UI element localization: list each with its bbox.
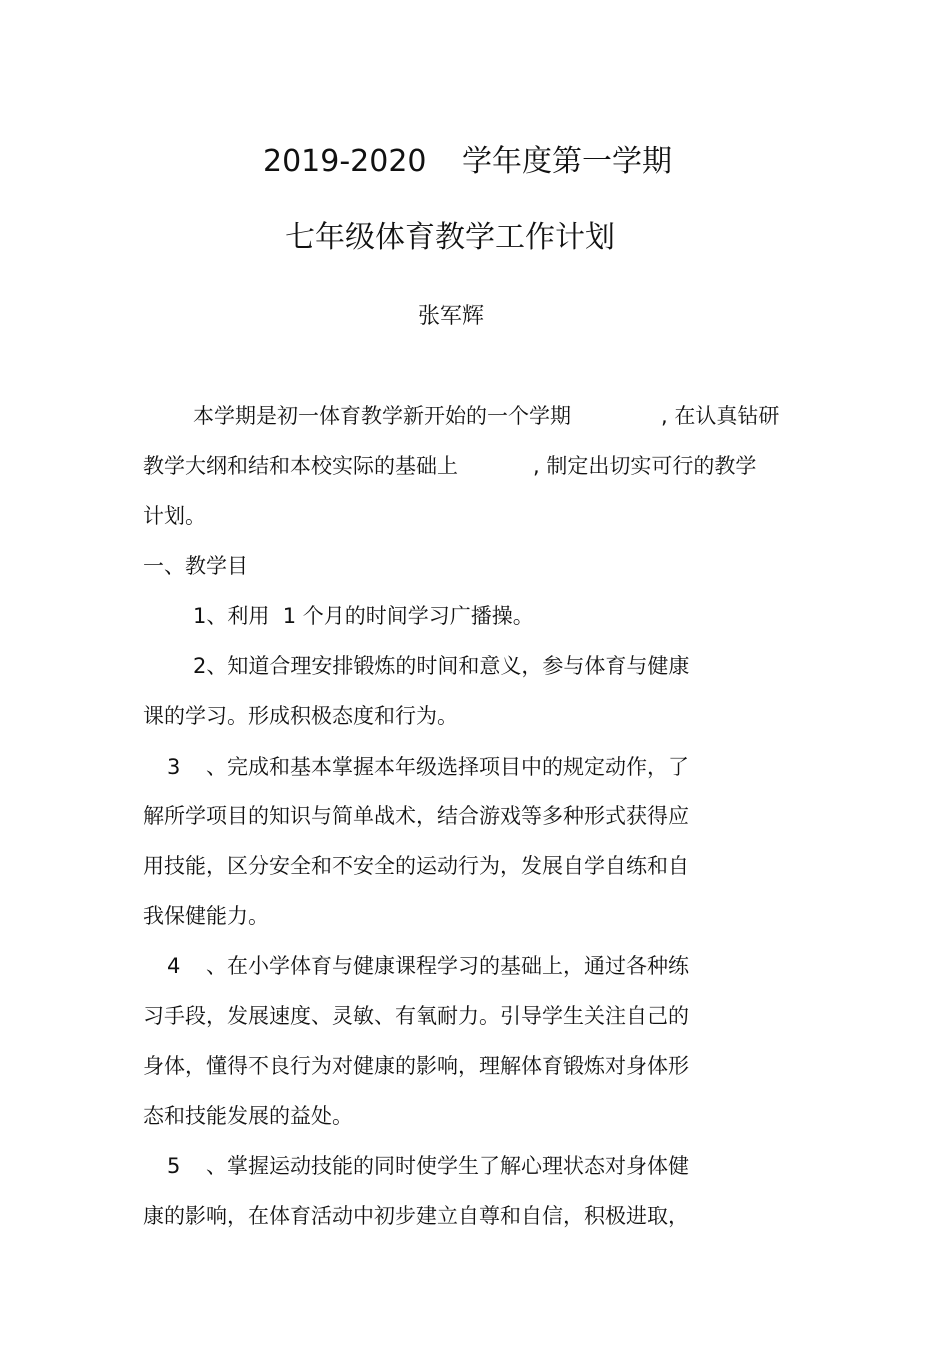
page-subtitle: 七年级体育教学工作计划 <box>285 220 615 255</box>
intro-line-1b: , 在认真钻研 <box>661 404 780 428</box>
item-3-line-1: 、完成和基本掌握本年级选择项目中的规定动作，了 <box>206 755 689 779</box>
author-name: 张军辉 <box>418 304 485 329</box>
intro-line-1a: 本学期是初一体育教学新开始的一个学期 <box>193 404 571 428</box>
item-4-line-4: 态和技能发展的益处。 <box>143 1104 353 1128</box>
item-4-line-3: 身体，懂得不良行为对健康的影响，理解体育锻炼对身体形 <box>143 1054 689 1078</box>
item-3-number: 3 <box>167 755 181 779</box>
item-5-number: 5 <box>167 1154 181 1178</box>
intro-line-2a: 教学大纲和结和本校实际的基础上 <box>143 454 458 478</box>
item-3-line-4: 我保健能力。 <box>143 904 269 928</box>
item-4-line-2: 习手段，发展速度、灵敏、有氧耐力。引导学生关注自己的 <box>143 1004 689 1028</box>
item-3-line-2: 解所学项目的知识与简单战术，结合游戏等多种形式获得应 <box>143 804 689 828</box>
intro-line-2b: , 制定出切实可行的教学 <box>533 454 757 478</box>
page-title-term: 学年度第一学期 <box>462 144 672 179</box>
item-1: 1、利用 1 个月的时间学习广播操。 <box>193 604 534 628</box>
item-2-line-2: 课的学习。形成积极态度和行为。 <box>143 704 458 728</box>
item-4-line-1: 、在小学体育与健康课程学习的基础上，通过各种练 <box>206 954 689 978</box>
item-2-line-1: 2、知道合理安排锻炼的时间和意义，参与体育与健康 <box>193 654 690 678</box>
page-title-year: 2019-2020 <box>263 144 427 179</box>
section-heading: 一、教学目 <box>143 554 248 578</box>
item-4-number: 4 <box>167 954 181 978</box>
intro-line-3: 计划。 <box>143 504 206 528</box>
item-5-line-2: 康的影响，在体育活动中初步建立自尊和自信，积极进取， <box>143 1204 689 1228</box>
item-5-line-1: 、掌握运动技能的同时使学生了解心理状态对身体健 <box>206 1154 689 1178</box>
item-3-line-3: 用技能，区分安全和不安全的运动行为，发展自学自练和自 <box>143 854 689 878</box>
